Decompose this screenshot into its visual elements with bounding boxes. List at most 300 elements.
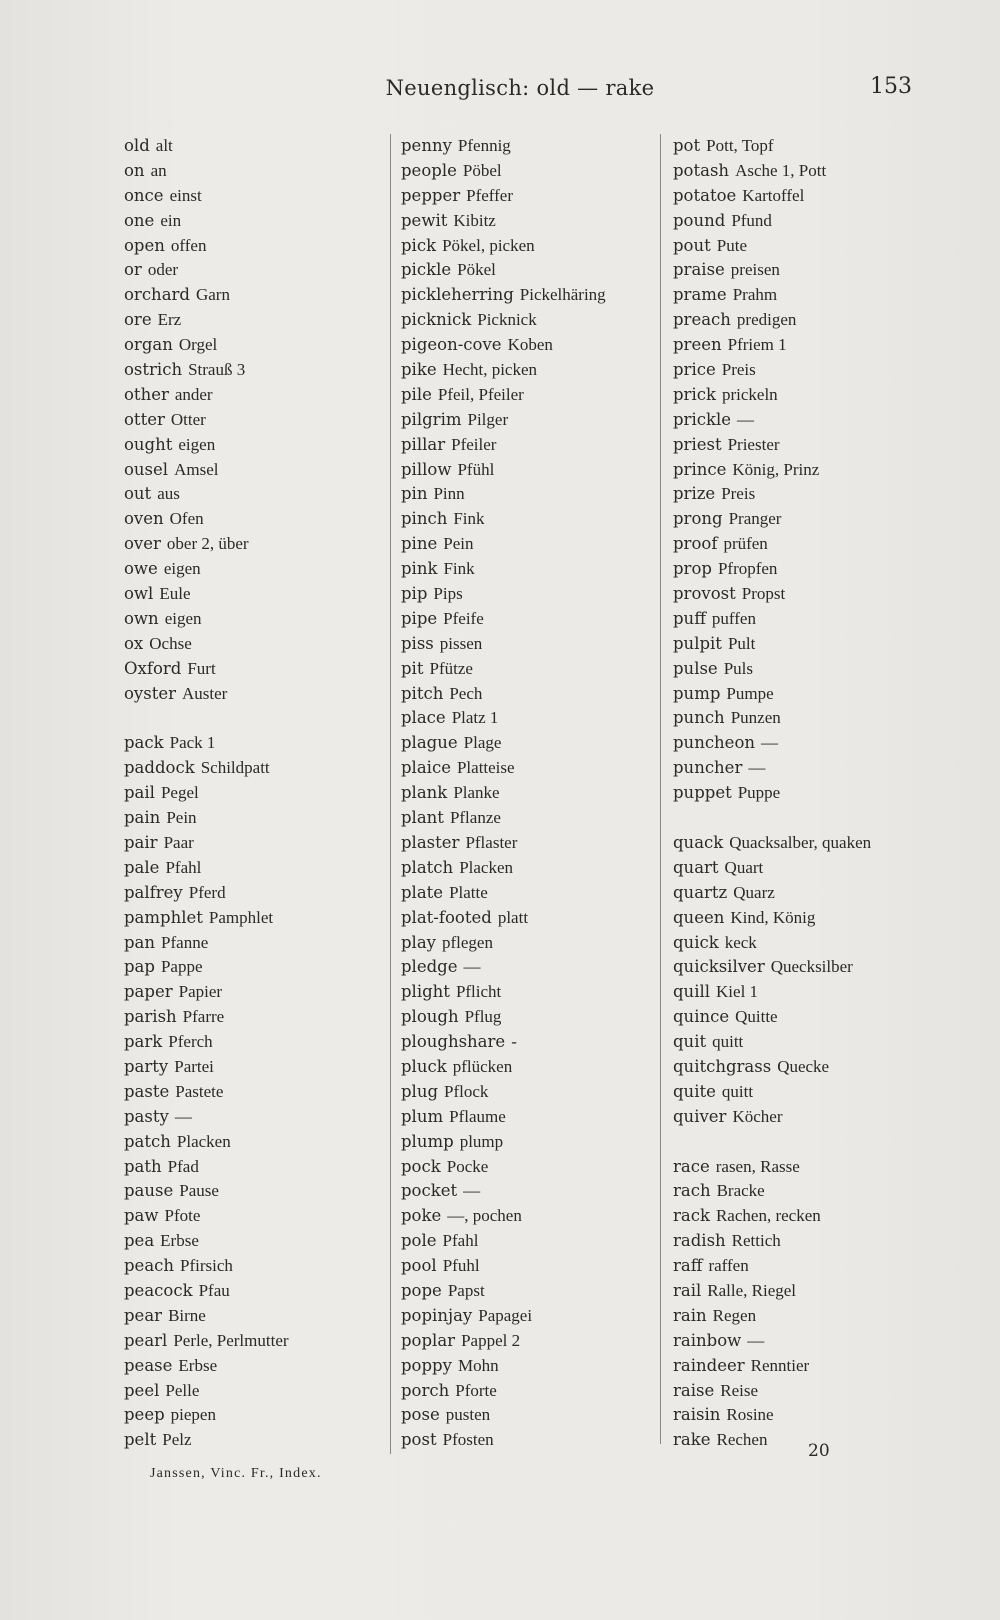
headword: pocket [401, 1181, 458, 1201]
headword: pound [673, 210, 726, 230]
headword: provost [673, 584, 736, 604]
headword: prick [673, 384, 716, 404]
translation: Ofen [169, 509, 204, 529]
index-entry [124, 333, 289, 358]
translation: ober 2, über [166, 534, 249, 554]
headword: other [124, 384, 169, 404]
translation: Regen [712, 1305, 757, 1325]
headword: peach [124, 1256, 175, 1276]
index-entry [401, 1130, 606, 1155]
index-entry [401, 731, 606, 756]
index-entry [401, 881, 606, 906]
headword: puff [673, 608, 706, 628]
translation: predigen [736, 310, 797, 330]
headword: pea [124, 1231, 155, 1251]
translation: Schildpatt [200, 758, 270, 778]
headword: raindeer [673, 1355, 745, 1375]
headword: pit [401, 658, 424, 678]
translation: Platz 1 [451, 708, 499, 728]
index-entry [124, 458, 289, 483]
translation: Pfeiler [451, 434, 497, 454]
translation: eigen [164, 608, 202, 628]
index-entry [124, 881, 289, 906]
headword: pile [401, 384, 432, 404]
headword: pose [401, 1405, 440, 1425]
translation: — [463, 1181, 481, 1201]
headword: penny [401, 136, 452, 155]
translation: Rachen, recken [715, 1206, 821, 1226]
index-entry [673, 408, 871, 433]
index-entry [124, 1428, 289, 1453]
headword: pulse [673, 658, 718, 678]
translation: Pfanne [161, 932, 209, 952]
index-entry [124, 1155, 289, 1180]
translation: Pips [433, 584, 463, 604]
translation: Quecksilber [770, 957, 853, 977]
headword: paw [124, 1206, 159, 1226]
headword: pick [401, 235, 437, 255]
index-entry [124, 383, 289, 408]
headword: pan [124, 932, 156, 952]
headword: proof [673, 534, 718, 554]
index-entry [124, 283, 289, 308]
headword: poppy [401, 1355, 452, 1375]
translation: Hecht, picken [442, 360, 538, 380]
translation: Paar [163, 832, 194, 852]
headword: pot [673, 136, 701, 155]
index-entry [124, 532, 289, 557]
index-entry [673, 1428, 871, 1453]
index-column-2 [401, 134, 606, 1453]
index-entry [401, 806, 606, 831]
index-entry [673, 1055, 871, 1080]
headword: one [124, 210, 155, 230]
signature-mark: 20 [808, 1441, 830, 1461]
headword: oyster [124, 683, 177, 703]
index-entry [673, 1304, 871, 1329]
translation: eigen [178, 434, 216, 454]
translation: Papst [447, 1280, 485, 1300]
index-entry [401, 1229, 606, 1254]
translation: Propst [741, 584, 786, 604]
index-entry [401, 1204, 606, 1229]
headword: pin [401, 484, 428, 504]
index-entry [401, 831, 606, 856]
index-entry [401, 383, 606, 408]
translation: keck [724, 932, 757, 952]
translation: Quacksalber, quaken [729, 832, 872, 852]
index-entry [124, 1354, 289, 1379]
headword: pip [401, 584, 428, 604]
headword: quiver [673, 1106, 727, 1126]
index-entry [673, 781, 871, 806]
headword: quicksilver [673, 957, 765, 977]
translation: Amsel [174, 459, 219, 479]
translation: Pferch [168, 1032, 213, 1052]
index-entry [401, 706, 606, 731]
headword: preach [673, 310, 731, 330]
index-entry [124, 433, 289, 458]
index-entry [673, 308, 871, 333]
headword: pickleherring [401, 285, 514, 305]
index-entry [673, 532, 871, 557]
translation: Strauß 3 [188, 360, 246, 380]
translation: Pöbel [462, 160, 502, 180]
translation: Planke [453, 783, 500, 803]
translation: Eule [159, 584, 191, 604]
headword: ore [124, 310, 152, 330]
index-entry [673, 1155, 871, 1180]
index-entry [124, 831, 289, 856]
translation: Quarz [733, 882, 775, 902]
index-entry [124, 1229, 289, 1254]
headword: otter [124, 409, 165, 429]
index-entry [673, 706, 871, 731]
translation: Pflaume [449, 1106, 506, 1126]
headword: race [673, 1156, 710, 1176]
index-entry [124, 134, 289, 159]
headword: pine [401, 534, 438, 554]
headword: poke [401, 1206, 442, 1226]
headword: pearl [124, 1330, 168, 1350]
translation: Pott, Topf [706, 136, 774, 155]
index-entry [401, 408, 606, 433]
index-entry [124, 408, 289, 433]
page-number: 153 [870, 74, 912, 99]
headword: radish [673, 1231, 726, 1251]
headword: palfrey [124, 882, 183, 902]
translation: Reise [720, 1380, 759, 1400]
translation: Ochse [149, 633, 192, 653]
index-entry [401, 1155, 606, 1180]
index-entry [401, 1304, 606, 1329]
headword: piss [401, 633, 434, 653]
translation: Punzen [730, 708, 781, 728]
headword: party [124, 1056, 169, 1076]
headword: ostrich [124, 360, 183, 380]
translation: — [463, 957, 481, 977]
index-entry [673, 1005, 871, 1030]
index-entry [401, 358, 606, 383]
translation: Kiel 1 [716, 982, 759, 1002]
headword: plaster [401, 832, 460, 852]
translation: Pfriem 1 [727, 335, 787, 355]
index-entry [401, 283, 606, 308]
index-entry [124, 906, 289, 931]
headword: quince [673, 1007, 730, 1027]
index-entry [124, 856, 289, 881]
translation: König, Prinz [732, 459, 820, 479]
index-entry [401, 134, 606, 159]
translation: Fink [443, 559, 475, 579]
index-entry [673, 383, 871, 408]
headword: pewit [401, 210, 448, 230]
translation: Placken [459, 857, 514, 877]
translation: Garn [195, 285, 230, 305]
index-entry [673, 1229, 871, 1254]
index-entry [124, 931, 289, 956]
headword: Oxford [124, 658, 182, 678]
headword: pillar [401, 434, 446, 454]
translation: Erbse [160, 1231, 199, 1251]
translation: Pech [449, 683, 483, 703]
index-entry [673, 134, 871, 159]
translation: Pökel [457, 260, 496, 280]
index-entry [124, 1179, 289, 1204]
section-gap [673, 1130, 871, 1155]
headword: rack [673, 1206, 710, 1226]
headword: pole [401, 1231, 437, 1251]
section-gap [124, 706, 289, 731]
headword: pigeon-cove [401, 335, 502, 355]
headword: pepper [401, 185, 461, 205]
headword: poplar [401, 1330, 456, 1350]
headword: quite [673, 1081, 716, 1101]
translation: Quitte [735, 1007, 778, 1027]
translation: Erbse [178, 1355, 218, 1375]
headword: rainbow [673, 1330, 742, 1350]
index-entry [673, 881, 871, 906]
headword: pinch [401, 509, 448, 529]
headword: preen [673, 335, 722, 355]
translation: Pein [443, 534, 474, 554]
headword: pain [124, 808, 161, 828]
headword: plump [401, 1131, 454, 1151]
index-entry [401, 1379, 606, 1404]
headword: prong [673, 509, 723, 529]
translation: quitt [712, 1032, 744, 1052]
translation: Pute [716, 235, 747, 255]
index-entry [673, 557, 871, 582]
headword: ought [124, 434, 173, 454]
headword: pitch [401, 683, 444, 703]
index-entry [673, 507, 871, 532]
translation: Pfote [164, 1206, 201, 1226]
headword: pump [673, 683, 721, 703]
translation: Pflug [464, 1007, 502, 1027]
translation: Birne [168, 1305, 206, 1325]
headword: rach [673, 1181, 711, 1201]
translation: pflücken [452, 1056, 513, 1076]
index-entry [673, 682, 871, 707]
translation: Pappe [160, 957, 203, 977]
headword: rail [673, 1280, 702, 1300]
headword: out [124, 484, 152, 504]
headword: paddock [124, 758, 195, 778]
index-entry [401, 532, 606, 557]
index-entry [401, 1105, 606, 1130]
index-entry [124, 1105, 289, 1130]
index-entry [124, 184, 289, 209]
translation: Furt [187, 658, 216, 678]
translation: Pfund [731, 210, 772, 230]
headword: pink [401, 559, 438, 579]
translation: oder [147, 260, 179, 280]
translation: Puppe [737, 783, 781, 803]
headword: pool [401, 1256, 437, 1276]
headword: pack [124, 733, 164, 753]
index-entry [124, 1055, 289, 1080]
headword: pipe [401, 608, 438, 628]
translation: Pökel, picken [442, 235, 535, 255]
index-entry [124, 1254, 289, 1279]
index-entry [673, 209, 871, 234]
translation: Pocke [446, 1156, 489, 1176]
headword: plight [401, 982, 450, 1002]
headword: peel [124, 1380, 160, 1400]
index-entry [124, 557, 289, 582]
headword: old [124, 136, 150, 155]
translation: eigen [163, 559, 201, 579]
translation: Pamphlet [208, 907, 274, 927]
index-entry [124, 806, 289, 831]
headword: own [124, 608, 159, 628]
headword: plum [401, 1106, 444, 1126]
headword: quack [673, 832, 724, 852]
index-entry [124, 1379, 289, 1404]
index-entry [124, 258, 289, 283]
translation: Bracke [716, 1181, 765, 1201]
headword: pledge [401, 957, 458, 977]
translation: aus [157, 484, 180, 504]
index-entry [401, 856, 606, 881]
translation: plump [459, 1131, 504, 1151]
translation: pusten [445, 1405, 491, 1425]
index-entry [673, 1329, 871, 1354]
headword: quartz [673, 882, 728, 902]
translation: Pfirsich [180, 1256, 233, 1276]
index-entry [124, 1130, 289, 1155]
translation: prickeln [721, 384, 778, 404]
translation: Pack 1 [169, 733, 216, 753]
index-entry [673, 358, 871, 383]
translation: — [748, 758, 766, 778]
headword: priest [673, 434, 722, 454]
translation: Puls [723, 658, 753, 678]
translation: Prahm [732, 285, 778, 305]
headword: quart [673, 857, 719, 877]
translation: Kibitz [453, 210, 496, 230]
translation: Platte [449, 882, 488, 902]
translation: Pfropfen [717, 559, 778, 579]
index-entry [673, 184, 871, 209]
translation: Picknick [477, 310, 537, 330]
index-entry [124, 781, 289, 806]
headword: quill [673, 982, 711, 1002]
section-gap [673, 806, 871, 831]
index-entry [673, 234, 871, 259]
headword: porch [401, 1380, 450, 1400]
running-title: Neuenglisch: old — rake [385, 76, 655, 100]
translation: Pause [179, 1181, 219, 1201]
index-entry [401, 955, 606, 980]
translation: Pfahl [165, 857, 202, 877]
headword: or [124, 260, 142, 280]
translation: Papagei [478, 1305, 533, 1325]
translation: Köcher [732, 1106, 783, 1126]
headword: pasty [124, 1106, 169, 1126]
headword: oven [124, 509, 164, 529]
headword: pock [401, 1156, 441, 1176]
index-entry [673, 906, 871, 931]
index-entry [124, 756, 289, 781]
translation: Pappel 2 [461, 1330, 521, 1350]
headword: raise [673, 1380, 715, 1400]
headword: pluck [401, 1056, 447, 1076]
headword: raisin [673, 1405, 721, 1425]
headword: pillow [401, 459, 452, 479]
index-entry [401, 582, 606, 607]
index-entry [124, 980, 289, 1005]
headword: plug [401, 1081, 439, 1101]
index-entry [124, 1403, 289, 1428]
headword: parish [124, 1007, 177, 1027]
headword: ousel [124, 459, 169, 479]
translation: Quart [724, 857, 764, 877]
translation: Pickelhäring [519, 285, 606, 305]
index-entry [401, 159, 606, 184]
headword: people [401, 160, 457, 180]
translation: - [511, 1032, 517, 1052]
headword: over [124, 534, 161, 554]
headword: once [124, 185, 164, 205]
translation: Pfeffer [466, 185, 513, 205]
translation: Rechen [716, 1430, 768, 1450]
index-entry [401, 482, 606, 507]
headword: prickle [673, 409, 732, 429]
index-entry [124, 234, 289, 259]
translation: alt [155, 136, 173, 155]
translation: — [174, 1106, 192, 1126]
index-entry [124, 507, 289, 532]
translation: Pelz [162, 1430, 192, 1450]
index-entry [401, 657, 606, 682]
index-entry [673, 1254, 871, 1279]
index-entry [401, 1428, 606, 1453]
translation: Pranger [728, 509, 782, 529]
index-entry [673, 258, 871, 283]
headword: pause [124, 1181, 174, 1201]
index-entry [401, 1403, 606, 1428]
index-entry [673, 1080, 871, 1105]
index-entry [401, 258, 606, 283]
index-entry [124, 682, 289, 707]
headword: pair [124, 832, 158, 852]
index-entry [673, 458, 871, 483]
translation: Platteise [456, 758, 515, 778]
translation: — [747, 1330, 765, 1350]
headword: pike [401, 360, 437, 380]
headword: orchard [124, 285, 190, 305]
translation: Ralle, Riegel [707, 1280, 797, 1300]
index-entry [673, 283, 871, 308]
headword: on [124, 160, 145, 180]
headword: price [673, 360, 716, 380]
translation: Priester [727, 434, 780, 454]
translation: Pelle [165, 1380, 200, 1400]
index-entry [673, 1105, 871, 1130]
translation: Auster [182, 683, 228, 703]
translation: Pflicht [455, 982, 502, 1002]
translation: Rettich [731, 1231, 781, 1251]
index-entry [124, 632, 289, 657]
translation: offen [170, 235, 207, 255]
index-entry [673, 756, 871, 781]
headword: prame [673, 285, 727, 305]
translation: puffen [711, 608, 756, 628]
index-entry [673, 1204, 871, 1229]
headword: peacock [124, 1280, 193, 1300]
